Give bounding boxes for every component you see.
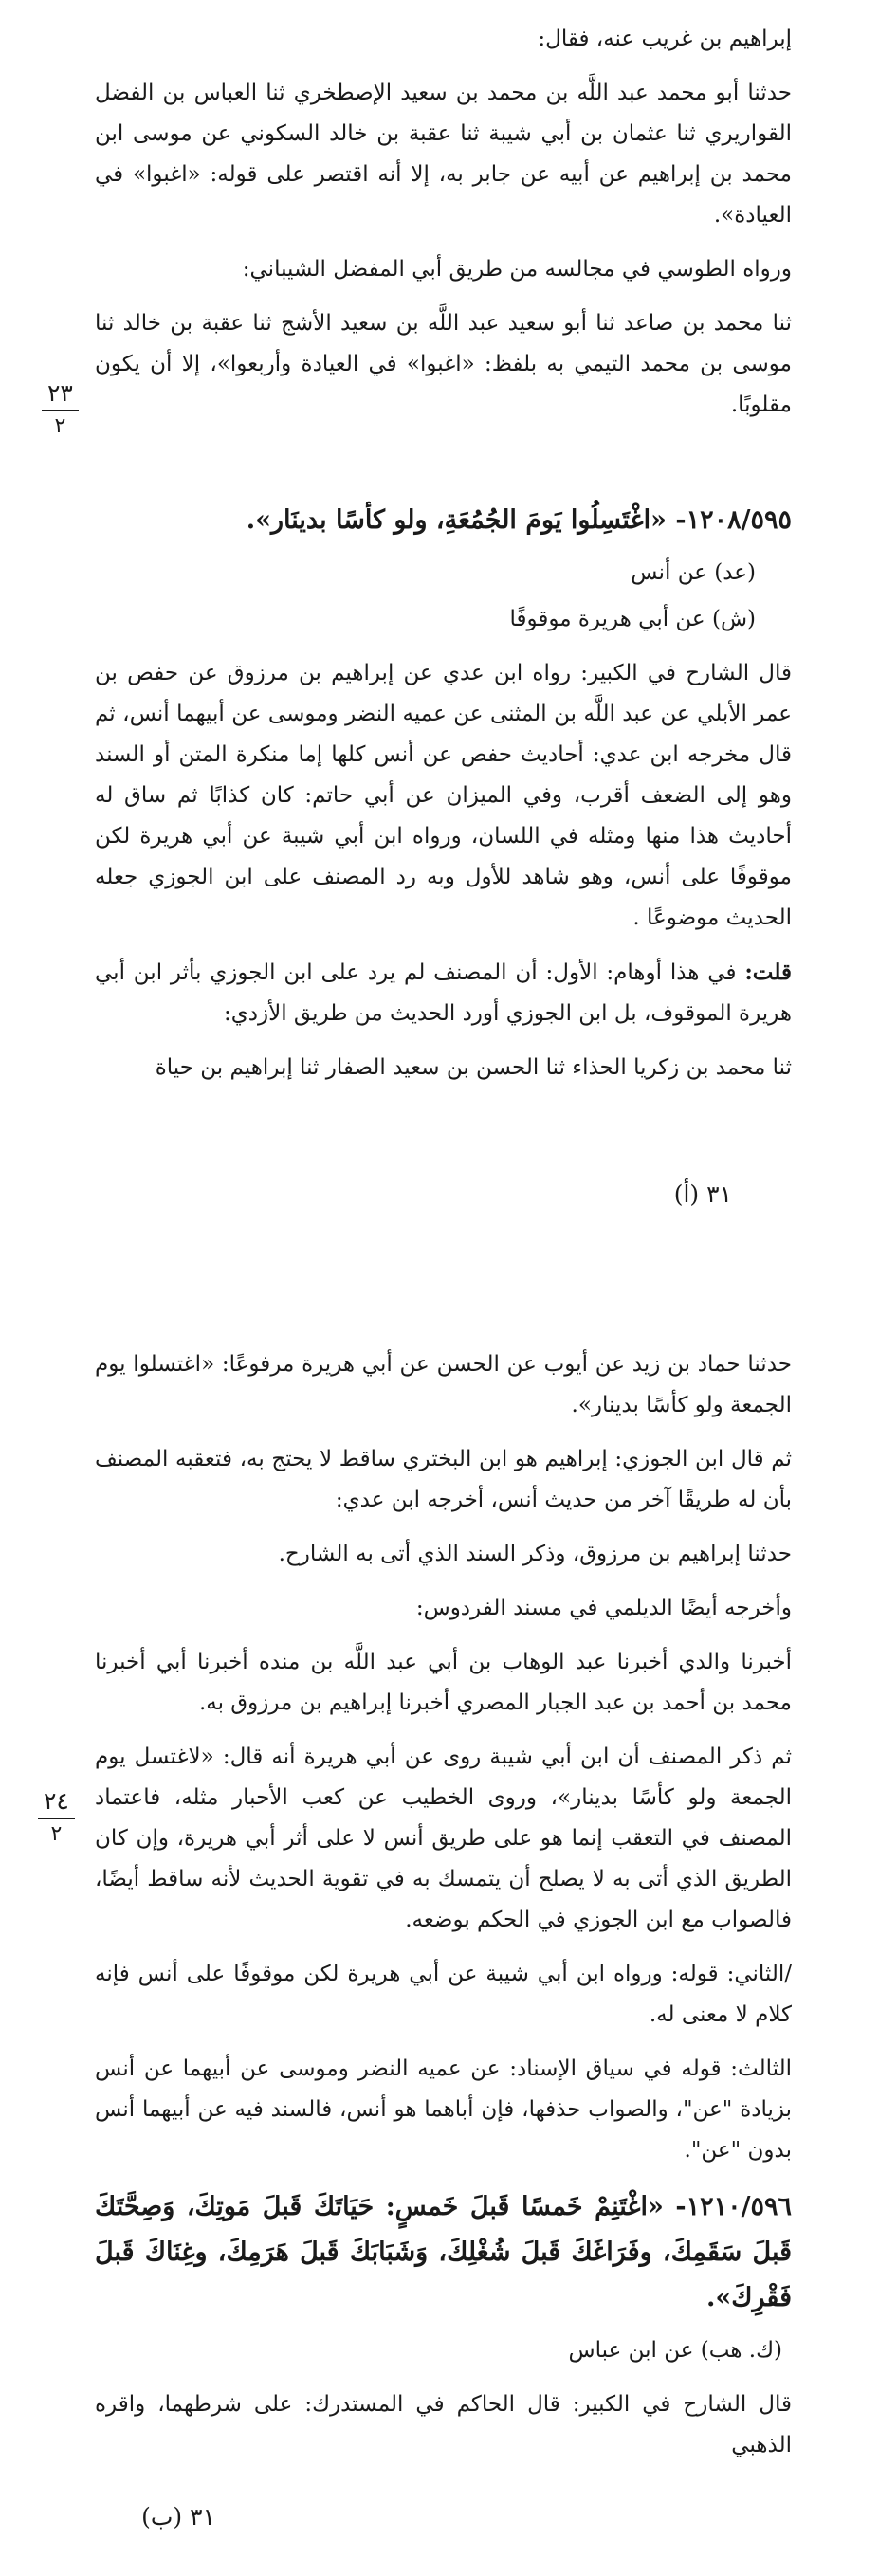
paragraph: /الثاني: قوله: ورواه ابن أبي شيبة عن أبي هريرة لكن موقوفًا على أنس فإنه كلام لا معنى له. (95, 1962, 792, 2027)
paragraph: أخبرنا والدي أخبرنا عبد الوهاب بن أبي عبد اللَّه بن منده أخبرنا أبي أخبرنا محمد بن أحمد بن عبد الجبار المصري أخبرنا إبراهيم بن مرزوق به. (95, 1650, 792, 1715)
marker-volume-number: ٢ (54, 414, 66, 438)
hadith-source: (عد) عن أنس (631, 560, 756, 585)
paragraph: حدثنا إبراهيم بن مرزوق، وذكر السند الذي أتى به الشارح. (278, 1542, 792, 1566)
hadith-source: (ك. هب) عن ابن عباس (568, 2338, 782, 2363)
marker-page-number: ٢٤ (38, 1787, 75, 1819)
paragraph: ثم ذكر المصنف أن ابن أبي شيبة روى عن أبي هريرة أنه قال: «لاغتسل يوم الجمعة ولو كأسًا بدينار»، وروى الخطيب عن كعب الأحبار مثله، فاعتماد المصنف في التعقب إنما هو على طريق أنس لا على أثر أبي هريرة، وإن كان الطريق الذي أتى به لا يصلح أن يتمسك به في تقوية الحديث لأنه ساقط أيضًا، فالصواب مع ابن الجوزي في الحكم بوضعه. (95, 1745, 792, 1932)
hadith-heading: ١٢٠٨/٥٩٥- «اغْتَسِلُوا يَومَ الجُمُعَةِ، ولو كأسًا بدينَار». (246, 505, 792, 535)
paragraph: قال الشارح في الكبير: رواه ابن عدي عن إبراهيم بن مرزوق عن حفص بن عمر الأبلي عن عبد اللَّه بن المثنى عن عميه النضر وموسى عن أبيهما أنس، ثم قال مخرجه ابن عدي: أحاديث حفص عن أنس كلها إما منكرة المتن أو السند وهو إلى الضعف أقرب، وفي الميزان عن أبي حاتم: كان كذابًا ثم ساق له أحاديث هذا منها ومثله في اللسان، ورواه ابن أبي شيبة عن أبي هريرة لكن موقوفًا على أنس، وهو شاهد للأول وبه رد المصنف على ابن الجوزي جعله الحديث موضوعًا . (95, 661, 792, 930)
paragraph-body: في هذا أوهام: الأول: أن المصنف لم يرد على ابن الجوزي بأثر ابن أبي هريرة الموقوف، بل ابن الجوزي أورد الحديث من طريق الأزدي: (95, 960, 792, 1026)
paragraph: الثالث: قوله في سياق الإسناد: عن عميه النضر وموسى عن أبيهما عن أنس بزيادة "عن"، والصواب حذفها، فإن أباهما هو أنس، فالسند فيه عن أبيهما أنس بدون "عن". (95, 2056, 792, 2163)
paragraph: ورواه الطوسي في مجالسه من طريق أبي المفضل الشيباني: (242, 257, 792, 282)
upper-text-block (95, 19, 792, 439)
hadith-heading: ١٢١٠/٥٩٦- «اغْتَنِمْ خَمسًا قَبلَ خَمسٍ: حَيَاتَكَ قَبلَ مَوتِكَ، وَصِحَّتَكَ قَبلَ سَقَمِكَ، وفَرَاغَكَ قَبلَ شُغْلِكَ، وَشَبَابَكَ قَبلَ هَرَمِكَ، وغِنَاكَ قَبلَ فَقْرِكَ». (95, 2192, 792, 2312)
paragraph: ثم قال ابن الجوزي: إبراهيم هو ابن البختري ساقط لا يحتج به، فتعقبه المصنف بأن له طريقًا آخر من حديث أنس، أخرجه ابن عدي: (95, 1447, 792, 1512)
paragraph: قال الشارح في الكبير: قال الحاكم في المستدرك: على شرطهما، واقره الذهبي (95, 2392, 792, 2457)
margin-page-marker-24 (38, 1787, 75, 1846)
paragraph: حدثنا أبو محمد عبد اللَّه بن محمد بن سعيد الإصطخري ثنا العباس بن الفضل القواريري ثنا عثمان بن أبي شيبة ثنا عقبة بن خالد السكوني عن موسى ابن محمد بن إبراهيم عن أبيه عن جابر به، إلا أنه اقتصر على قوله: «اغبوا» في العيادة». (95, 81, 792, 228)
hadith-595-block (95, 498, 792, 1102)
hadith-source: (ش) عن أبي هريرة موقوفًا (509, 607, 756, 631)
folio-label-b: ٣١ (ب) (141, 2503, 215, 2530)
folio-label-a: ٣١ (أ) (673, 1180, 732, 1208)
paragraph: وأخرجه أيضًا الديلمي في مسند الفردوس: (415, 1596, 792, 1620)
margin-page-marker-23 (42, 379, 79, 438)
paragraph-lead: قلت: (744, 959, 792, 985)
marker-page-number: ٢٣ (42, 379, 79, 411)
paragraph: ثنا محمد بن صاعد ثنا أبو سعيد عبد اللَّه بن سعيد الأشج ثنا عقبة بن خالد ثنا موسى بن محمد التيمي به بلفظ: «اغبوا» في العيادة وأربعوا»، إلا أن يكون مقلوبًا. (95, 311, 792, 417)
lower-text-block (95, 1344, 792, 2479)
paragraph: حدثنا حماد بن زيد عن أيوب عن الحسن عن أبي هريرة مرفوعًا: «اغتسلوا يوم الجمعة ولو كأسًا بدينار». (95, 1352, 792, 1417)
paragraph: إبراهيم بن غريب عنه، فقال: (538, 27, 792, 51)
marker-volume-number: ٢ (50, 1822, 63, 1846)
paragraph (95, 952, 792, 1034)
paragraph: ثنا محمد بن زكريا الحذاء ثنا الحسن بن سعيد الصفار ثنا إبراهيم بن حياة (155, 1055, 792, 1080)
